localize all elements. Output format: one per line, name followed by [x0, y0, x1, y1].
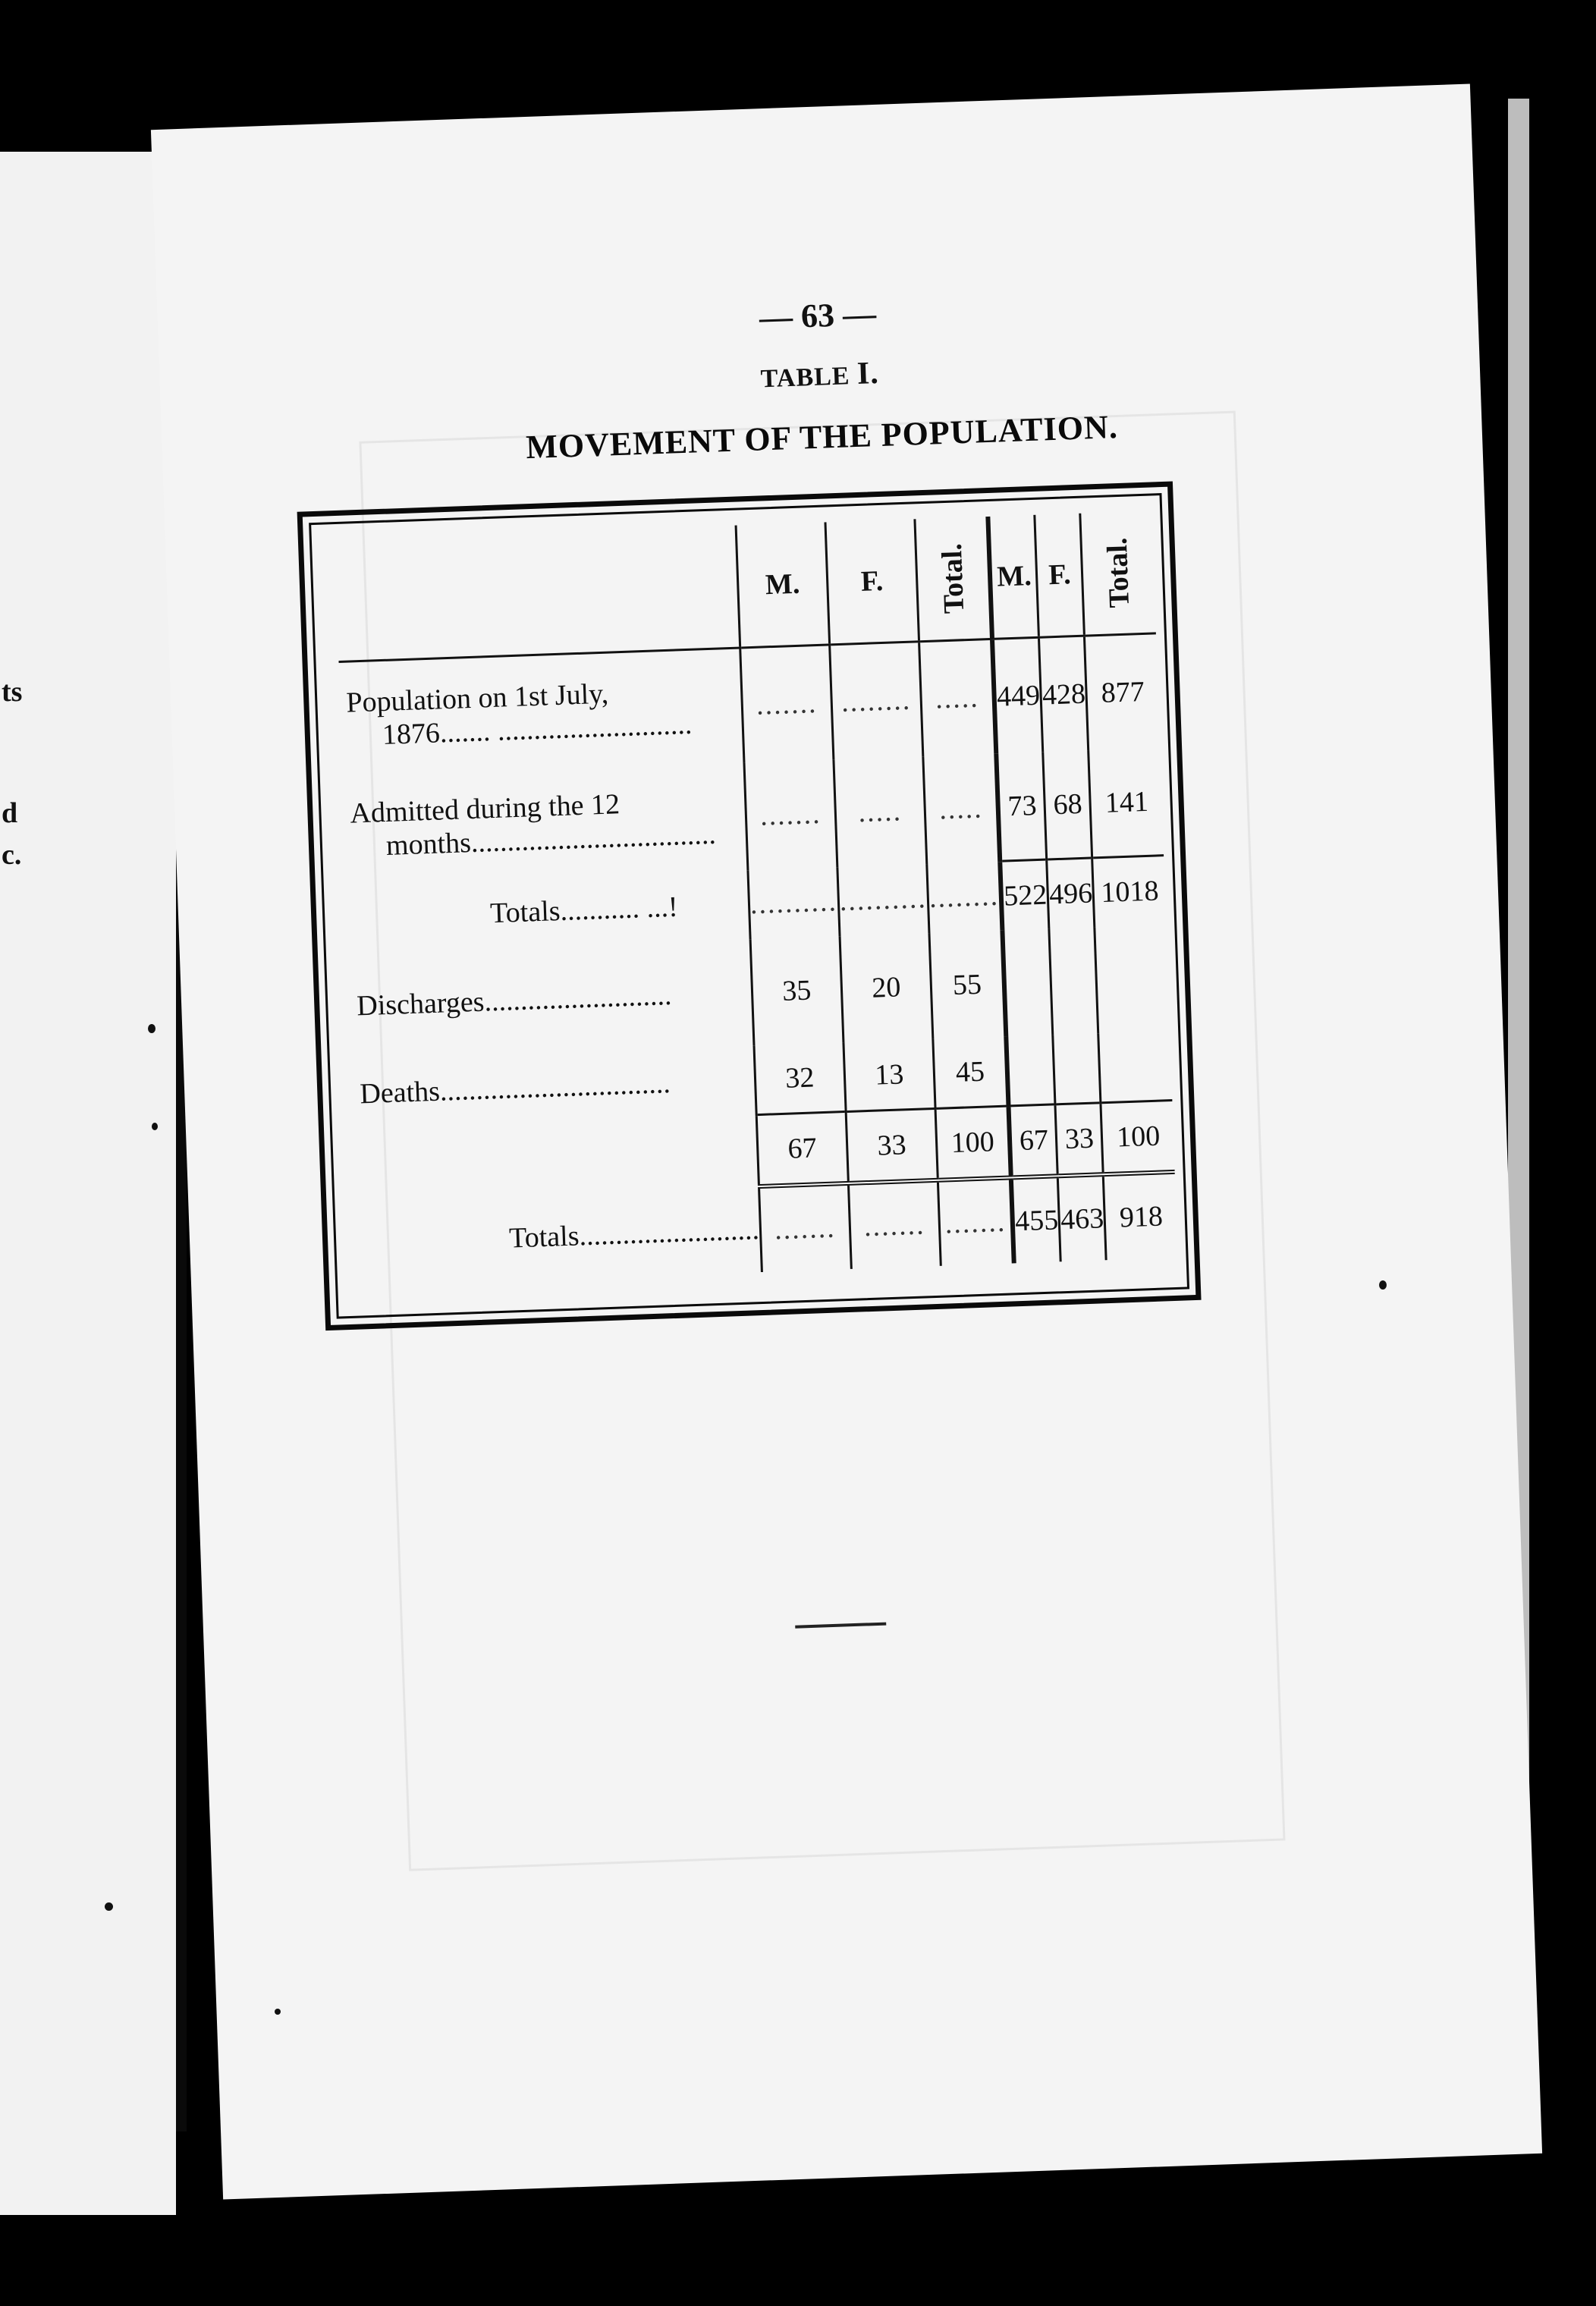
table-cell: .......	[848, 1180, 941, 1269]
table-cell: ........	[927, 861, 1003, 933]
table-cell: .......	[938, 1177, 1014, 1265]
page-number: — 63 —	[759, 294, 877, 337]
table-cell: 463	[1058, 1174, 1107, 1261]
table-label-numeral: I.	[856, 355, 880, 391]
table-cell: .....	[923, 754, 1001, 864]
row-label	[355, 1115, 759, 1201]
ink-speck	[105, 1902, 113, 1911]
table-cell	[1049, 927, 1098, 1035]
page-title: MOVEMENT OF THE POPULATION.	[525, 407, 1119, 467]
table-cell: 877	[1085, 633, 1160, 751]
table-inner-border	[309, 493, 1189, 1319]
table-cell: 141	[1089, 748, 1164, 858]
left-page	[0, 152, 176, 2215]
left-page-fragment: d	[2, 797, 18, 829]
ink-speck	[148, 1024, 156, 1033]
table-cell: ..........	[837, 864, 929, 937]
table-frame	[297, 481, 1202, 1331]
header-female-2: F.	[1035, 514, 1085, 637]
row-label: Discharges..........................	[356, 979, 673, 1023]
row-label: Admitted during the 12 months..................................	[349, 787, 717, 862]
table-cell: ..........	[748, 867, 840, 940]
table-cell: .......	[744, 759, 837, 870]
table-cell: 68	[1043, 751, 1092, 860]
table-cell: 918	[1104, 1172, 1178, 1260]
ink-speck	[275, 2009, 281, 2015]
row-label: Deaths................................	[359, 1067, 671, 1111]
table-cell: 73	[997, 752, 1047, 862]
table-cell: .....	[919, 639, 996, 756]
header-total-1: Total.	[915, 517, 993, 642]
table-cell: 496	[1047, 858, 1095, 929]
row-label: Totals........... ...!	[489, 891, 679, 930]
table-cell: 522	[1001, 859, 1050, 931]
header-male-2: M.	[988, 515, 1039, 639]
left-page-fragment: ts	[2, 676, 23, 708]
table-cell: 100	[1101, 1100, 1174, 1174]
ink-speck	[1379, 1280, 1387, 1290]
table-cell: 35	[750, 936, 844, 1045]
header-blank	[335, 526, 740, 662]
table-cell: 67	[1009, 1104, 1058, 1178]
left-page-fragment: c.	[2, 839, 22, 871]
table-cell: 449	[992, 637, 1043, 754]
row-label: Population on 1st July, 1876....... ...........................	[345, 677, 693, 752]
header-total-2: Total.	[1080, 511, 1156, 636]
table-cell: 33	[1055, 1103, 1103, 1177]
table-cell	[1098, 1031, 1172, 1103]
table-cell	[1007, 1035, 1056, 1106]
table-cell: 33	[846, 1108, 938, 1183]
table-cell: 67	[756, 1112, 848, 1187]
table-cell: .......	[759, 1183, 851, 1272]
table-cell: 20	[840, 933, 933, 1042]
table-cell: .......	[740, 645, 834, 763]
table-cell: 100	[935, 1106, 1011, 1180]
table-cell: 455	[1011, 1176, 1060, 1263]
population-table	[335, 511, 1178, 1286]
table-cell	[1095, 925, 1170, 1033]
right-page	[151, 83, 1542, 2199]
table-cell: .....	[834, 756, 927, 867]
table-cell: 1018	[1092, 856, 1166, 928]
table-cell: 13	[844, 1039, 935, 1112]
table-cell: 428	[1039, 636, 1089, 752]
table-cell: ........	[829, 642, 922, 760]
table-cell	[1053, 1033, 1101, 1104]
table-cell: 32	[754, 1042, 846, 1115]
header-male-1: M.	[736, 522, 830, 648]
table-cell: 55	[929, 931, 1007, 1039]
row-label: Totals.........................	[508, 1213, 760, 1255]
table-cell	[1003, 929, 1053, 1037]
table-cell: 45	[933, 1037, 1009, 1109]
table-label-prefix: TABLE	[760, 362, 851, 394]
header-female-1: F.	[825, 519, 919, 645]
ink-speck	[152, 1123, 158, 1130]
